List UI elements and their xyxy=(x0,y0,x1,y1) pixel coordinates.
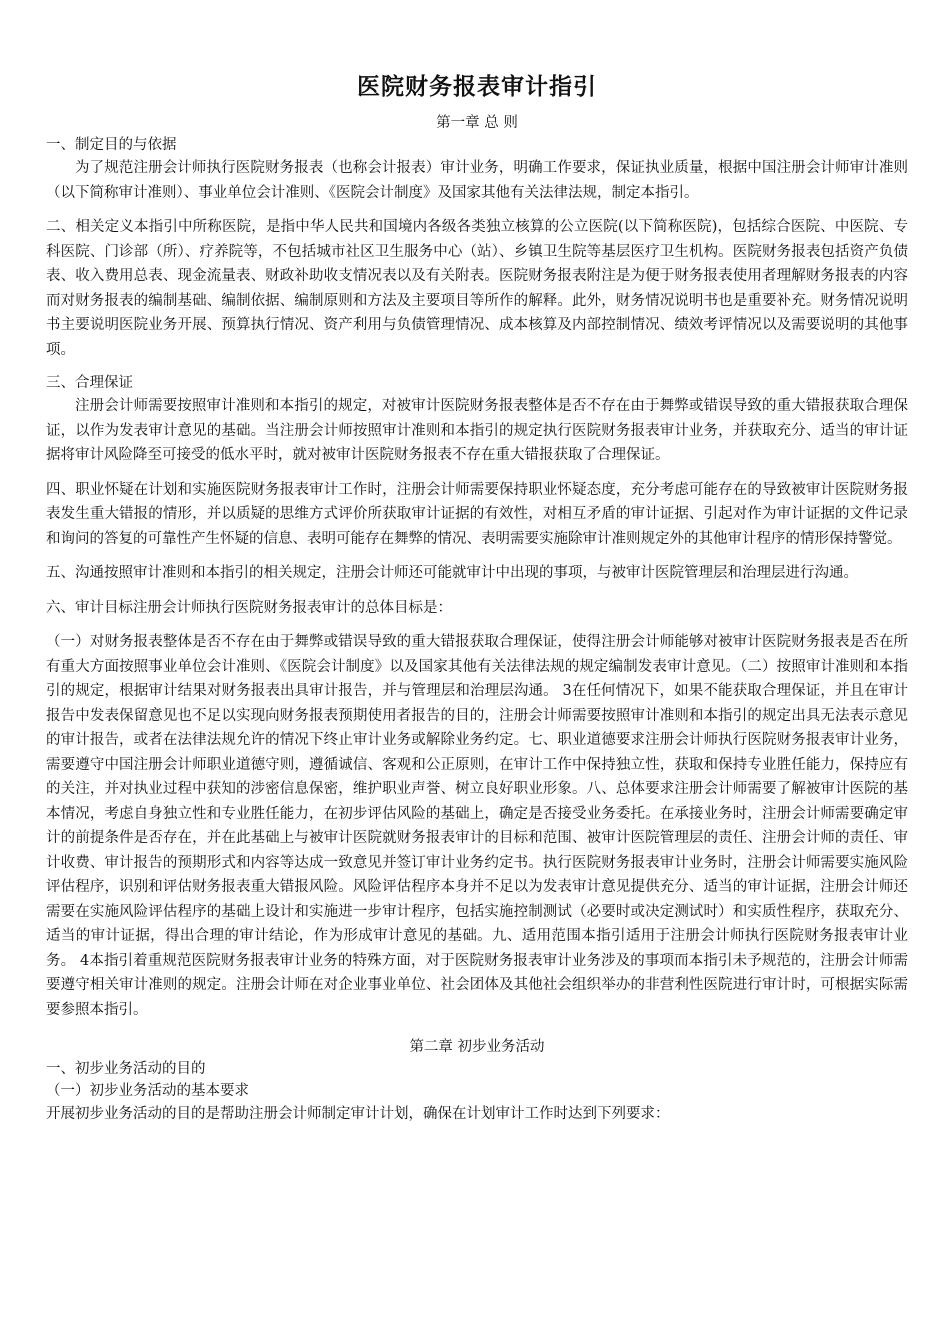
section-4-paragraph: 四、职业怀疑在计划和实施医院财务报表审计工作时，注册会计师需要保持职业怀疑态度，充分考虑可能存在的导致被审计医院财务报表发生重大错报的情形，并以质疑的思维方式评价所获取审计证据的有效性，对相互矛盾的审计证据、引起对作为审计证据的文件记录和询问的答复的可靠性产生怀疑的信息、表明可能存在舞弊的情况、表明需要实施除审计准则规定外的其他审计程序的情形保持警觉。 xyxy=(46,481,908,547)
chapter-2-subsection-heading: （一）初步业务活动的基本要求 xyxy=(46,1083,249,1099)
section-6-paragraph: 六、审计目标注册会计师执行医院财务报表审计的总体目标是： xyxy=(46,599,452,616)
chapter-2-heading: 第二章 初步业务活动 xyxy=(409,1039,545,1055)
chapter-1-heading: 第一章 总 则 xyxy=(436,115,518,131)
section-5-paragraph: 五、沟通按照审计准则和本指引的相关规定，注册会计师还可能就审计中出现的事项，与被审计医院管理层和治理层进行沟通。 xyxy=(46,565,858,581)
document-page xyxy=(46,70,908,1127)
section-1-heading: 一、制定目的与依据 xyxy=(46,137,177,153)
section-3-heading: 三、合理保证 xyxy=(46,375,133,391)
chapter-2-section-1-paragraph: 开展初步业务活动的目的是帮助注册会计师制定审计计划，确保在计划审计工作时达到下列要求： xyxy=(46,1106,670,1122)
section-3-paragraph: 注册会计师需要按照审计准则和本指引的规定，对被审计医院财务报表整体是否不存在由于舞弊或错误导致的重大错报获取合理保证，以作为发表审计意见的基础。当注册会计师按照审计准则和本指引的规定执行医院财务报表审计业务，并获取充分、适当的审计证据将审计风险降至可接受的低水平时，就对被审计医院财务报表不存在重大错报获取了合理保证。 xyxy=(46,398,908,463)
chapter-2-section-1-heading: 一、初步业务活动的目的 xyxy=(46,1061,206,1077)
document-title: 医院财务报表审计指引 xyxy=(357,74,597,100)
section-6-detail-paragraph: （一）对财务报表整体是否不存在由于舞弊或错误导致的重大错报获取合理保证，使得注册会计师能够对被审计医院财务报表是否在所有重大方面按照事业单位会计准则、《医院会计制度》以及国家其他有关法律法规的规定编制发表审计意见。（二）按照审计准则和本指引的规定，根据审计结果对财务报表出具审计报告，并与管理层和治理层沟通。 3在任何情况下，如果不能获取合理保证，并且在审计报告中发表保留意见也不足以实现向财务报表预期使用者报告的目的，注册会计师需要按照审计准则和本指引的规定出具无法表示意见的审计报告，或者在法律法规允许的情况下终止审计业务或解除业务约定。七、职业道德要求注册会计师执行医院财务报表审计业务，需要遵守中国注册会计师职业道德守则，遵循诚信、客观和公正原则，在审计工作中保持独立性，获取和保持专业胜任能力，保持应有的关注，并对执业过程中获知的涉密信息保密，维护职业声誉、树立良好职业形象。八、总体要求注册会计师需要了解被审计医院的基本情况，考虑自身独立性和专业胜任能力，在初步评估风险的基础上，确定是否接受业务委托。在承接业务时，注册会计师需要确定审计的前提条件是否存在，并在此基础上与被审计医院就财务报表审计的目标和范围、被审计医院管理层的责任、注册会计师的责任、审计收费、审计报告的预期形式和内容等达成一致意见并签订审计业务约定书。执行医院财务报表审计业务时，注册会计师需要实施风险评估程序，识别和评估财务报表重大错报风险。风险评估程序本身并不足以为发表审计意见提供充分、适当的审计证据，注册会计师还需要在实施风险评估程序的基础上设计和实施进一步审计程序，包括实施控制测试（必要时或决定测试时）和实质性程序，获取充分、适当的审计证据，得出合理的审计结论，作为形成审计意见的基础。九、适用范围本指引适用于注册会计师执行医院财务报表审计业务。 4本指引着重规范医院财务报表审计业务的特殊方面，对于医院财务报表审计业务涉及的事项而本指引未予规范的，注册会计师需要遵守相关审计准则的规定。注册会计师在对企业事业单位、社会团体及其他社会组织举办的非营利性医院进行审计时，可根据实际需要参照本指引。 xyxy=(46,634,908,1018)
section-1-paragraph: 为了规范注册会计师执行医院财务报表（也称会计报表）审计业务，明确工作要求，保证执业质量，根据中国注册会计师审计准则（以下简称审计准则）、事业单位会计准则、《医院会计制度》及国家其他有关法律法规，制定本指引。 xyxy=(46,160,908,201)
section-2-paragraph: 二、相关定义本指引中所称医院，是指中华人民共和国境内各级各类独立核算的公立医院(以下简称医院)，包括综合医院、中医院、专科医院、门诊部（所）、疗养院等，不包括城市社区卫生服务中心（站）、乡镇卫生院等基层医疗卫生机构。医院财务报表包括资产负债表、收入费用总表、现金流量表、财政补助收支情况表以及有关附表。医院财务报表附注是为便于财务报表使用者理解财务报表的内容而对财务报表的编制基础、编制依据、编制原则和方法及主要项目等所作的解释。此外，财务情况说明书也是重要补充。财务情况说明书主要说明医院业务开展、预算执行情况、资产利用与负债管理情况、成本核算及内部控制情况、绩效考评情况以及需要说明的其他事项。 xyxy=(46,219,908,358)
